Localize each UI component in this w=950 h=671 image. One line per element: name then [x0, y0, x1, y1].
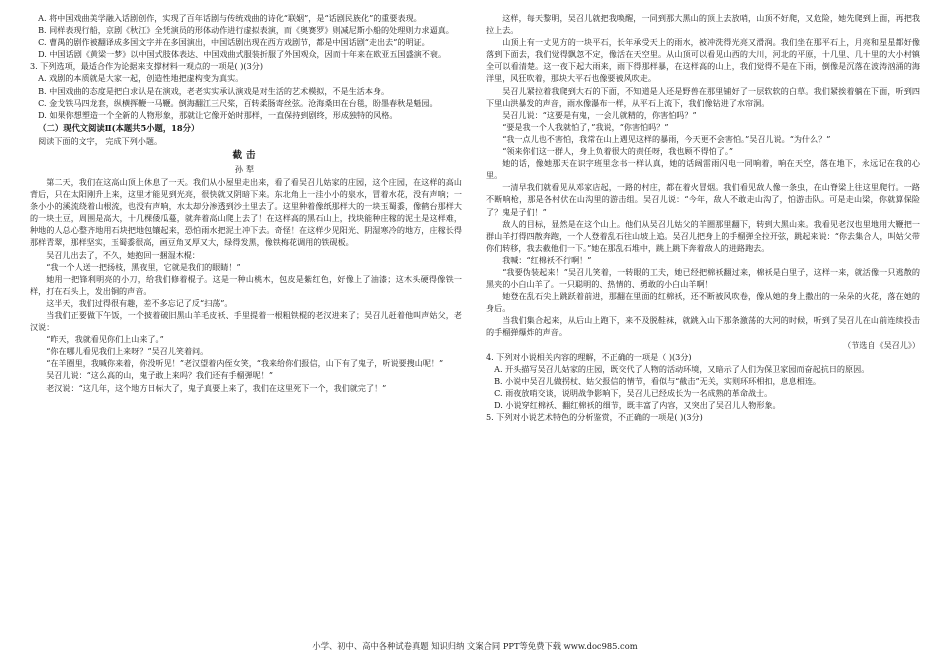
reading-instruction: 阅读下面的文字， 完成下列小题。: [38, 135, 163, 146]
story-paragraph: 一清早我们就看见从邓家店起，一路的村庄，都在着火冒烟。我们看见敌人像一条虫，在山脊梁上往这里爬行。一路不断响枪，那是各村伏在山沟里的游击组。吴召儿说：“今年，敌人不敢走山沟了，怕游击队。可是走山梁，你就算保险了？鬼是子们！”: [486, 182, 920, 217]
story-text-left: [30, 176, 462, 394]
q3-options: [30, 72, 462, 120]
page-footer: 小学、初中、高中各种试卷真题 知识归纳 文案合同 PPT等免费下载 www.doc985.com: [312, 641, 638, 651]
story-paragraph: 吴召儿紧拉着我爬到大石的下面，不知道是人还是野兽在那里铺好了一层软软的白草。我们紧挨着躺在下面，听到四下里山洪暴发的声音，雨水像瀑布一样，从平石上流下，我们像钻进了水帘洞。: [486, 85, 920, 108]
story-paragraph: 吴召儿说：“这要是有鬼，一会儿就精的，你害怕吗？”: [502, 109, 697, 120]
story-paragraph: “要是我一个人我就怕了，”我说，“你害怕吗？”: [502, 121, 669, 132]
q4-option-d: D. 小说穿红棉袄、翻红棉袄的细节，既丰富了内容，又突出了吴召儿人物形象。: [494, 400, 781, 410]
story-paragraph: “我要伪装起来！”吴召儿笑着，一转眼的工夫，她已经把棉袄翻过来，棉袄是白里子，这样一来，就活像一只逃散的黑夹的小白山羊了。一只聪明的、热情的、勇敢的小白山羊啊！: [486, 266, 920, 290]
story-author: 孙犁: [234, 163, 258, 174]
q4-option-b: B. 小说中吴召儿做拐杖、姑父报信的情节，看似与“截击”无关，实则环环相扣，息息相连。: [494, 375, 822, 386]
q2-option-c: C. 曹禺的剧作被翻译成多国文字并在多国演出，中国话剧出现在西方戏剧节，都是中国话剧“走出去”的明证。: [38, 37, 430, 48]
question-3: 3. 下列选项，最适合作为论据来支撑材料一观点的一项是( )(3分): [30, 61, 263, 72]
story-paragraph: 这样，每天黎明，吴召儿就把我唤醒，一同到那大黑山的顶上去放哨，山顶不好爬，又危险，她先爬到上面，再把我拉上去。: [486, 13, 920, 36]
story-paragraph: 山顶上有一丈见方的一块平石，长年承受天上的雨水，被冲洗得光亮又滑润。我们坐在那平石上，月亮和星星都好像落到下面去，我们觉得飘忽不定，像活在天空里。从山顶可以看见山西的大川，河北的平原，十几里、几十里的大小村镇全可以看清楚。这一夜下起大雨来，雨下得那样暴，在这样高的山上，我们觉得不是在下雨，倒像是沉落在波涛汹涌的海洋里，风狂吹着，那块大平石也像要被风吹走。: [486, 37, 920, 84]
q4-option-a: A. 开头描写吴召儿姑家的庄园，既交代了人物的活动环境，又暗示了人们为保卫家园而奋起抗日的原因。: [494, 363, 870, 374]
story-paragraph: 敌人的目标，显然是在这个山上。他们从吴召儿姑父的羊圈那里翻下，转到大黑山来。我看见老汉也里地用大鞭把一群山羊打得四散奔跑，一个人登着乱石往山坡上追。吴召儿把身上的手榴弹全拉开弦，跳起来说：“你去集合人，叫姑父带你们转移，我去截他们一下。”她在那乱石堆中，跳上跳下奔着敌人的进路跑去。: [486, 218, 920, 253]
q2-options: [30, 12, 462, 60]
q4-option-c: C. 雨夜放哨交谈，说明战争影响下，吴召儿已经成长为一名成熟的革命战士。: [494, 387, 773, 398]
q4-options: [486, 363, 920, 411]
story-paragraph: 她的话，像她那天在识字班里念书一样认真，她的话阔雷雨闪电一同响着，响在天空，落在地下，永远记在我的心里。: [486, 158, 920, 181]
section-heading: （二）现代文阅读Ⅱ(本题共5小题，18分）: [38, 122, 200, 133]
story-paragraph: “领来你们这一群人，身上负着很大的责任呀，我也顾不得怕了。”: [502, 146, 734, 157]
question-4: 4. 下列对小说相关内容的理解，不正确的一项是（ )(3分): [486, 351, 692, 362]
story-text-right: [486, 12, 920, 339]
story-paragraph: “我一点儿也不害怕，我常在山上遇见这样的暴雨，今天更不会害怕。”吴召儿说。“为什么？”: [502, 133, 831, 144]
q3-option-d: D. 如果你想塑造一个全新的人物形象，那就让它像开始时那样，一直保持到剧终，形成独特的风格。: [38, 109, 398, 120]
q3-option-a: A. 戏剧的本质就是大家一起，创造性地把虚构变为真实。: [38, 73, 244, 84]
story-paragraph: 这半天，我们过得很有趣，差不多忘记了反“扫荡”。: [46, 297, 233, 308]
q2-option-a: A. 将中国戏曲美学融入话剧创作，实现了百年话剧与传统戏曲的诗化“联姻”，是“话剧民族化”的重要表现。: [38, 13, 422, 23]
story-paragraph: “你在哪儿看见我们上来呀？”吴召儿笑着问。: [46, 346, 209, 357]
question-5: 5. 下列对小说艺术特色的分析鉴赏，不正确的一项是( )(3分): [486, 412, 703, 423]
q3-option-c: C. 金戈铁马四龙套，纵横挥鞭一马鞭。倒海翻江三尺桨，百转柔肠寄丝弦。沧海桑田在台毯，盼墨春秋是魁园。: [38, 97, 438, 108]
q3-option-b: B. 中国戏曲的态度是把白求认是在演戏，老老实实承认演戏是对生活的艺术模拟，不是生活本身。: [38, 85, 390, 96]
story-title: 截击: [232, 149, 260, 161]
left-column: [30, 12, 462, 394]
story-paragraph: “我一个人送一把扬枝，黑夜里，它就是我们的眼睛！”: [46, 261, 241, 272]
story-paragraph: 她登在乱石尖上跳跃着前进，那翻在里面的红棉袄，还不断被风吹卷，像从她的身上撒出的一朵朵的火花，落在她的身后。: [486, 291, 920, 314]
story-paragraph: 吴召儿出去了，不久，她抱回一捆湿木棍：: [46, 249, 200, 260]
story-paragraph: “在羊圈里，我喊你来着，你没听见！”老汉望着内侄女笑，“我来给你们报信，山下有了鬼子，听说要搜山呢！”: [46, 358, 444, 369]
story-source: （节选自《吴召儿》）: [843, 339, 920, 350]
story-paragraph: “昨天，我就看见你们上山来了。”: [46, 334, 164, 345]
story-paragraph: 我喊：“红棉袄不行啊！”: [502, 254, 592, 265]
story-paragraph: 老汉说：“这几年，这个地方日标大了，鬼子真要上来了，我们在这里死下一个，我们就完了！”: [46, 382, 387, 393]
right-column: [486, 12, 920, 423]
story-paragraph: 吴召儿说：“这么高的山，鬼子敢上来吗？我们还有手榴弹呢！”: [46, 370, 273, 381]
story-paragraph: 当我们正要做下午饭，一个披着破旧黑山羊毛皮袄、手里提着一根粗铁棍的老汉进来了；吴召儿赶着他叫声姑父，老汉说：: [30, 309, 462, 333]
story-paragraph: 第二天，我们在这高山顶上休息了一天。我们从小屋里走出来，看了看吴召儿姑家的庄园，这个庄园，在这样的高山背后，只在太阳刚升上来，这里才能见到光亮，很快就又阴暗下来。东北角上一洼小小的泉水，冒着水花，没有声响；一条小小的溪流绕着山根流，也没有声响，水太却分渗透到沙土里去了。这里种着像纸那样大的一块玉蜀黍，像鹤台那样大的一块土豆，周围是高大，十几棵倭瓜蔓，就奔着高山爬上去了！在这样高的黑石山上，找块能种庄稼的泥土是这样难，种地的人总心整齐地用石块把地包镶起来，恐怕雨水把泥土冲下去。奇怪！在这样少见阳光、阴湿寒冷的地方，庄稼长得那样青翠，那样坚实，玉蜀黍很高，画豆角叉厚又大，绿得发黑，像铁梅花调用的铁砚板。: [30, 176, 462, 248]
q2-option-d: D. 中国话剧《黄梁一梦》以中国式肢体表达、中国戏曲式服装折服了外国观众，因而十年来在欧亚五国盛演不衰。: [38, 49, 447, 60]
story-paragraph: 当我们集合起来，从后山上跑下，来不及脱鞋袜，就跳入山下那条激荡的大河的时候，听到了吴召儿在山前连续投击的手榴弹爆炸的声音。: [486, 315, 920, 338]
q2-option-b: B. 同样表现行船，京剧《秋江》全凭演员的形体动作进行虚拟表演，而《奥赛罗》则减尼斯小船的处理则力求逼真。: [38, 25, 454, 36]
story-paragraph: 她用一把锋利明亮的小刀，给我们修着棍子。这是一种山桃木，包皮是紫红色，好像上了油漆；这木头硬得像铁一样，打在石头上，发出铜的声音。: [30, 273, 462, 296]
